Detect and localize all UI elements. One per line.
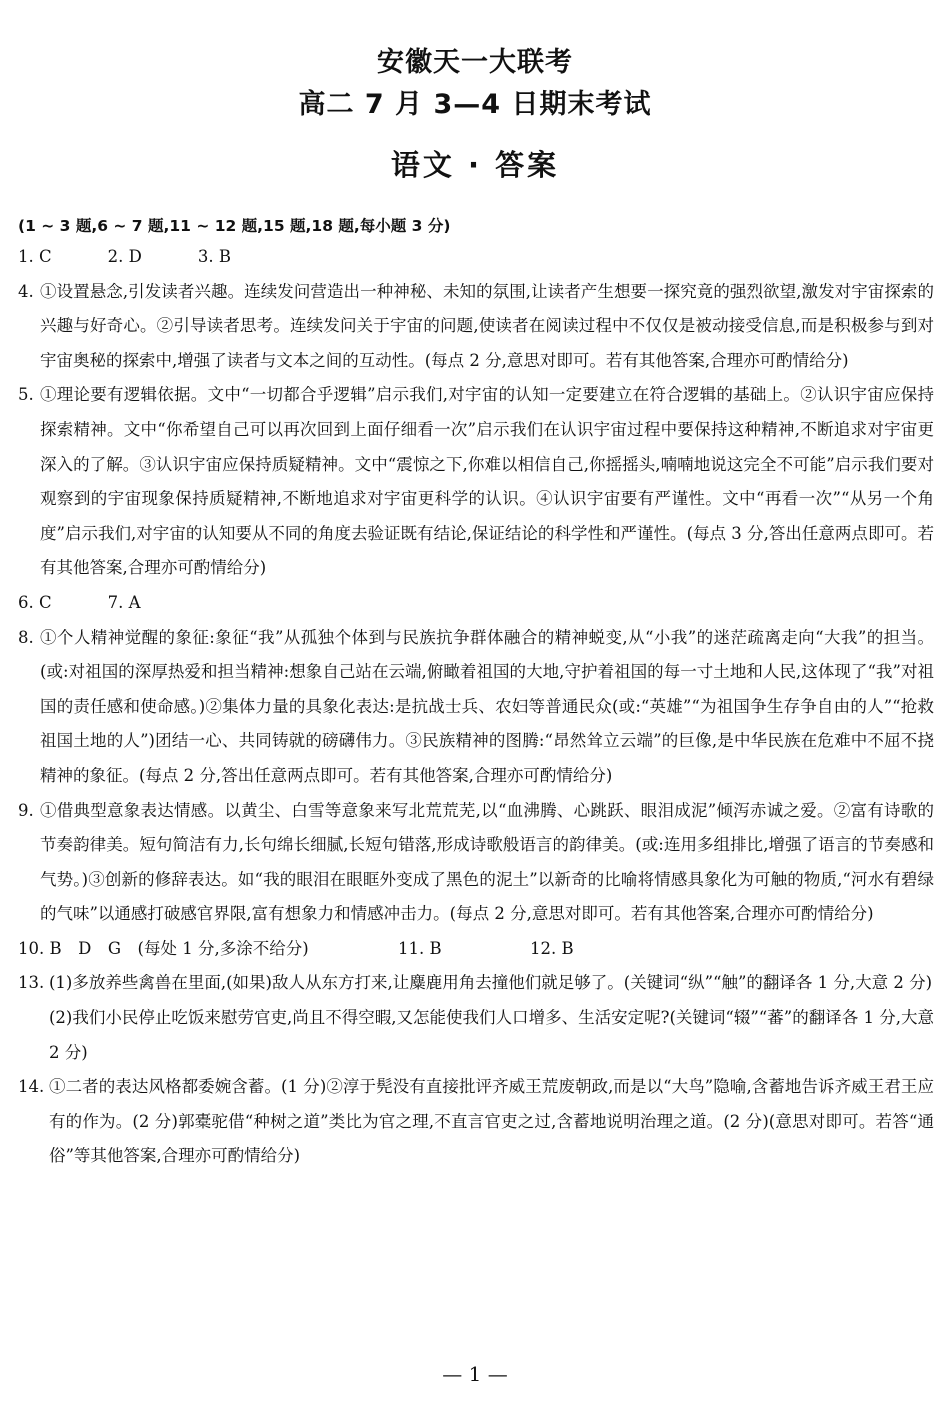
- answer-4: [18, 275, 934, 379]
- answer-text: ①借典型意象表达情感。以黄尘、白雪等意象来写北荒荒芜,以“血沸腾、心跳跃、眼泪成泥”倾泻赤诚之爱。②富有诗歌的节奏韵律美。短句简洁有力,长句绵长细腻,长短句错落,形成诗歌般语言的韵律美。(或:连用多组排比,增强了语言的节奏感和气势。)③创新的修辞表达。如“我的眼泪在眼眶外变成了黑色的泥土”以新奇的比喻将情感具象化为可触的物质,“河水有碧绿的气味”以通感打破感官界限,富有想象力和情感冲击力。(每点 2 分,意思对即可。若有其他答案,合理亦可酌情给分): [40, 800, 934, 924]
- answer-8: [18, 621, 934, 794]
- answer-text: ①设置悬念,引发读者兴趣。连续发问营造出一种神秘、未知的氛围,让读者产生想要一探究竟的强烈欲望,激发对宇宙探索的兴趣与好奇心。②引导读者思考。连续发问关于宇宙的问题,使读者在阅读过程中不仅仅是被动接受信息,而是积极参与到对宇宙奥秘的探索中,增强了读者与文本之间的互动性。(每点 2 分,意思对即可。若有其他答案,合理亦可酌情给分): [40, 281, 934, 370]
- answer-3: 3. B: [197, 247, 231, 266]
- answer-7: 7. A: [107, 592, 141, 612]
- answer-13-part-2: [18, 1001, 934, 1070]
- answer-1: 1. C: [18, 247, 52, 266]
- subject-title: 语文 · 答案: [390, 148, 560, 182]
- answer-2: 2. D: [107, 247, 142, 266]
- answer-text-part-2: (2)我们小民停止吃饭来慰劳官吏,尚且不得空暇,又怎能使我们人口增多、生活安定呢?(关键词“辍”“蕃”的翻译各 1 分,大意 2 分): [49, 1008, 934, 1062]
- page-number: — 1 —: [442, 1362, 508, 1386]
- answers-10-12: [18, 932, 934, 967]
- question-number: 13.: [18, 973, 45, 993]
- answer-10: 10. B D G (每处 1 分,多涂不给分): [18, 938, 309, 958]
- answers-6-7: [18, 586, 934, 621]
- answer-content: [18, 212, 934, 1174]
- question-number: 4.: [18, 281, 34, 301]
- scoring-note: (1 ~ 3 题,6 ~ 7 题,11 ~ 12 题,15 题,18 题,每小题 3 分): [18, 217, 451, 235]
- question-number: 9.: [18, 800, 34, 820]
- answer-text: ①个人精神觉醒的象征:象征“我”从孤独个体到与民族抗争群体融合的精神蜕变,从“小我”的迷茫疏离走向“大我”的担当。(或:对祖国的深厚热爱和担当精神:想象自己站在云端,俯瞰着祖国的大地,守护着祖国的每一寸土地和人民,这体现了“我”对祖国的责任感和使命感。)②集体力量的具象化表达:是抗战士兵、农妇等普通民众(或:“英雄”“为祖国争生存争自由的人”“抢救祖国土地的人”)团结一心、共同铸就的磅礴伟力。③民族精神的图腾:“昂然耸立云端”的巨像,是中华民族在危难中不屈不挠精神的象征。(每点 2 分,答出任意两点即可。若有其他答案,合理亦可酌情给分): [40, 627, 934, 785]
- question-number: 14.: [18, 1077, 45, 1097]
- exam-title: 安徽天一大联考: [377, 47, 573, 78]
- answer-6: 6. C: [18, 592, 52, 612]
- question-number: 5.: [18, 385, 34, 405]
- question-number: 8.: [18, 627, 34, 647]
- answer-9: [18, 794, 934, 932]
- answer-text-part-1: (1)多放养些禽兽在里面,(如果)敌人从东方打来,让麋鹿用角去撞他们就足够了。(关键词“纵”“触”的翻译各 1 分,大意 2 分): [49, 973, 933, 993]
- answer-13: [18, 966, 934, 1001]
- answers-1-3: [18, 240, 934, 275]
- answer-14: [18, 1070, 934, 1174]
- answer-text: ①理论要有逻辑依据。文中“一切都合乎逻辑”启示我们,对宇宙的认知一定要建立在符合逻辑的基础上。②认识宇宙应保持探索精神。文中“你希望自己可以再次回到上面仔细看一次”启示我们在认识宇宙过程中要保持这种精神,不断追求对宇宙更深入的了解。③认识宇宙应保持质疑精神。文中“震惊之下,你难以相信自己,你摇摇头,喃喃地说这完全不可能”启示我们要对观察到的宇宙现象保持质疑精神,不断地追求对宇宙更科学的认识。④认识宇宙要有严谨性。文中“再看一次”“从另一个角度”启示我们,对宇宙的认知要从不同的角度去验证既有结论,保证结论的科学性和严谨性。(每点 3 分,答出任意两点即可。若有其他答案,合理亦可酌情给分): [40, 385, 934, 578]
- answer-11: 11. B: [398, 938, 442, 958]
- answer-5: [18, 378, 934, 586]
- exam-subtitle: 高二 7 月 3—4 日期末考试: [298, 89, 652, 120]
- answer-text: ①二者的表达风格都委婉含蓄。(1 分)②淳于髡没有直接批评齐威王荒废朝政,而是以“大鸟”隐喻,含蓄地告诉齐威王君王应有的作为。(2 分)郭橐驼借“种树之道”类比为官之理,不直言官吏之过,含蓄地说明治理之道。(2 分)(意思对即可。若答“通俗”等其他答案,合理亦可酌情给分): [49, 1077, 934, 1166]
- answer-12: 12. B: [530, 938, 574, 958]
